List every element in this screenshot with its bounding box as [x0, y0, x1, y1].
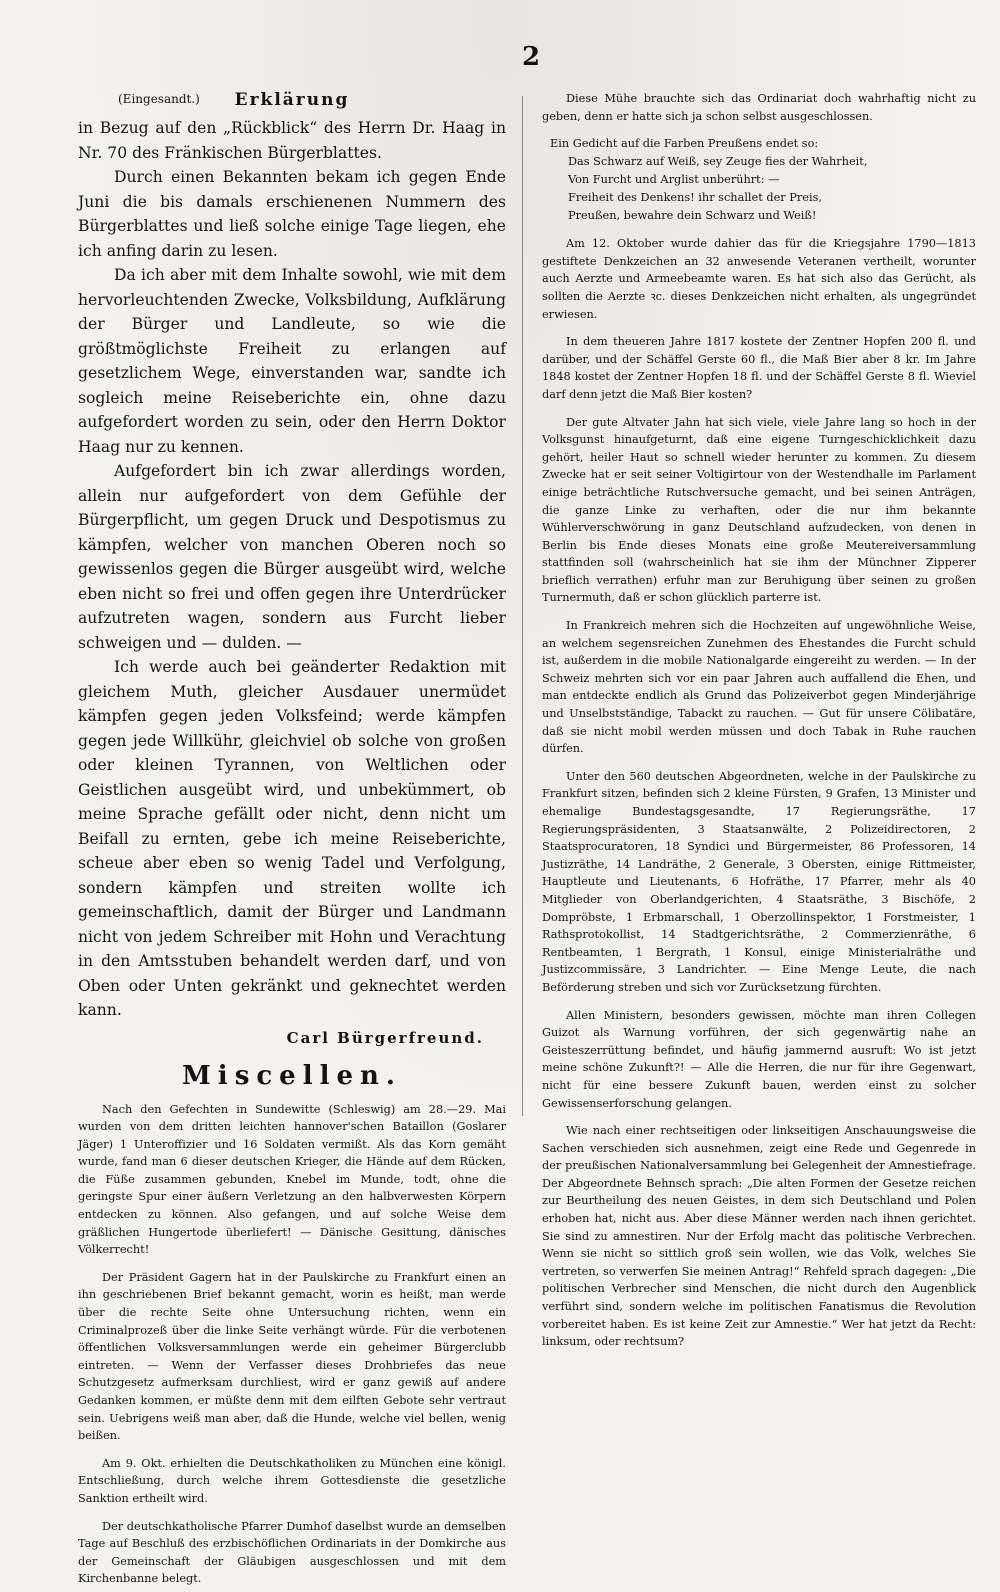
article-intro: in Bezug auf den „Rückblick“ des Herrn Dr. Haag in Nr. 70 des Fränkischen Bürgerblattes.	[78, 119, 506, 162]
poem-line: Das Schwarz auf Weiß, sey Zeuge fies der Wahrheit,	[568, 155, 868, 169]
article-paragraph: Ich werde auch bei geänderter Redaktion mit gleichem Muth, gleicher Ausdauer unermüdet kämpfen gegen jeden Volksfeind; werde kämpfen gegen jede Willkühr, gleichviel ob solche von großen oder kleinen Tyrannen, von Weltlichen oder Geistlichen ausgeübt wird, und unbekümmert, ob meine Sprache gefällt oder nicht, denn nicht um Beifall zu ernten, gebe ich meine Reiseberichte, scheue aber eben so wenig Tadel und Verfolgung, sondern kämpfen und streiten wollte ich gemeinschaftlich, damit der Bürger und Landmann nicht von jedem Schreiber mit Hohn und Verachtung in den Amtsstuben behandelt werden darf, und von Oben oder Unten gekränkt und geknechtet werden kann.	[78, 658, 506, 1019]
article-signature: Carl Bürgerfreund.	[286, 1028, 484, 1047]
news-item: Allen Ministern, besonders gewissen, möchte man ihren Collegen Guizot als Warnung vorführen, der sich gegenwärtig nahe an Geisteszerrüttung befindet, und häufig jammernd ausruft: Wo ist jetzt meine schöne Zukunft?! — Alle die Herren, die nur für ihre Gegenwart, nicht für eine bessere Zukunft bauen, werden einst zu solcher Gewissenserforschung gelangen.	[542, 1008, 976, 1110]
news-item: Nach den Gefechten in Sundewitte (Schleswig) am 28.—29. Mai wurden von dem dritten leichten hannover'schen Bataillon (Goslarer Jäger) 1 Unteroffizier und 16 Soldaten vermißt. Als das Korn gemäht wurde, fand man 6 dieser deutschen Krieger, die Hände auf dem Rücken, die Füße zusammen gebunden, Knebel im Munde, todt, ohne die geringste Spur einer äußern Verletzung an den halbverwesten Körpern entdecken zu können. Also gefangen, und auf solche Weise dem gräßlichen Hungertode überliefert! — Dänische Gesittung, dänisches Völkerrecht!	[78, 1102, 506, 1257]
column-divider	[522, 96, 523, 1116]
article-paragraph: Aufgefordert bin ich zwar allerdings worden, allein nur aufgefordert von dem Gefühle der Bürgerpflicht, um gegen Druck und Despotismus zu kämpfen, welcher von manchen Oberen noch so gewissenlos gegen die Bürger ausgeübt wird, welche eben nicht so frei und offen gegen ihre Unterdrücker aufzutreten wagen, sondern aus Furcht lieber schweigen und — dulden. —	[78, 462, 506, 652]
news-item: Am 9. Okt. erhielten die Deutschkatholiken zu München eine königl. Entschließung, durch welche ihrem Gottesdienste die gesetzliche Sanktion ertheilt wird.	[78, 1456, 506, 1505]
poem-line: Preußen, bewahre dein Schwarz und Weiß!	[568, 209, 817, 223]
news-item: Wie nach einer rechtseitigen oder linkseitigen Anschauungsweise die Sachen verschieden sich ausnehmen, zeigt eine Rede und Gegenrede in der preußischen Nationalversammlung bei Gelegenheit der Amnestiefrage. Der Abgeordnete Behnsch sprach: „Die alten Formen der Gesetze reichen zur Beurtheilung des neuen Geistes, in dem sich Deutschland und Polen erhoben hat, nicht aus. Aber diese Männer werden nach ihnen gerichtet. Sie sind zu amnestiren. Nur der Erfolg macht das politische Verbrechen. Wenn sie nicht so sittlich groß sein wollen, wie das Volk, welches Sie vertreten, so verwerfen Sie meinen Antrag!“ Rehfeld sprach dagegen: „Die politischen Verbrecher sind Menschen, die nicht durch den Augenblick verführt sind, sondern welche im politischen Fanatismus die Revolution vorbereitet haben. Es ist keine Zeit zur Amnestie.“ Wer hat jetzt da Recht: linksum, oder rechtsum?	[542, 1124, 976, 1349]
news-item: In dem theueren Jahre 1817 kostete der Zentner Hopfen 200 fl. und darüber, und der Schäffel Gerste 60 fl., die Maß Bier aber 8 kr. Im Jahre 1848 kostet der Zentner Hopfen 18 fl. und der Schäffel Gerste 8 fl. Wieviel darf denn jetzt die Maß Bier kosten?	[542, 335, 976, 401]
section-title-miscellen: Miscellen.	[182, 1060, 402, 1091]
miscellany-items	[78, 1101, 506, 1588]
submitted-note: (Eingesandt.)	[118, 92, 200, 106]
poem-line: Von Furcht und Arglist unberührt: —	[568, 173, 780, 187]
news-item: In Frankreich mehren sich die Hochzeiten auf ungewöhnliche Weise, an welchem segensreichen Zunehmen des Ehestandes die Furcht schuld ist, außerdem in die mobile Nationalgarde eingereiht zu werden. — In der Schweiz mehrten sich vor ein paar Jahren auch auffallend die Ehen, und man entdeckte endlich als Grund das Polizeiverbot gegen Minderjährige und Unselbstständige, Tabackt zu rauchen. — Gut für unsere Cölibatäre, daß sie nicht mobil werden müssen und doch Tabak in Ruhe rauchen dürfen.	[542, 619, 976, 756]
poem-intro: Ein Gedicht auf die Farben Preußens endet so:	[550, 137, 819, 151]
news-item: Der deutschkatholische Pfarrer Dumhof daselbst wurde an demselben Tage auf Beschluß des erzbischöflichen Ordinariats in der Domkirche aus der Gemeinschaft der Gläubigen ausgeschlossen und mit dem Kirchenbanne belegt.	[78, 1519, 506, 1586]
right-column	[542, 90, 976, 1355]
poem	[542, 135, 976, 225]
news-item: Der gute Altvater Jahn hat sich viele, viele Jahre lang so hoch in der Volksgunst hinaufgeturnt, daß eine eigene Turngeschicklichkeit dazu gehört, heiler Haut so schnell wieder herunter zu kommen. Zu diesem Zwecke hat er seit seiner Voltigirtour von der Westendhalle im Parlament einige beträchtliche Rutschversuche gemacht, und bei seinen Anträgen, die ganze Linke zu verhaften, oder die nur ihm bekannte Wühlerverschwörung in ganz Deutschland aufzudecken, von denen in Berlin bis Ende dieses Monats eine große Meutereiversammlung stattfinden soll (wahrscheinlich hat sie ihm der Münchner Zipperer brieflich verrathen) erfuhr man zur Beruhigung über seinen zu großen Turnermuth, daß er schon glücklich parterre ist.	[542, 415, 976, 605]
article-heading: Erklärung	[234, 90, 350, 110]
declaration-article	[78, 116, 506, 1023]
news-item: Am 12. Oktober wurde dahier das für die Kriegsjahre 1790—1813 gestiftete Denkzeichen an 32 anwesende Veteranen vertheilt, worunter auch Aerzte und Armeebeamte waren. Es hat sich also das Gerücht, als sollten die Aerzte ꝛc. dieses Denkzeichen nicht erhalten, als ungegründet erwiesen.	[542, 237, 976, 321]
page-number: 2	[522, 42, 541, 72]
news-item: Diese Mühe brauchte sich das Ordinariat doch wahrhaftig nicht zu geben, denn er hatte sich ja schon selbst ausgeschlossen.	[542, 92, 976, 123]
news-item: Der Präsident Gagern hat in der Paulskirche zu Frankfurt einen an ihn geschriebenen Brief bekannt gemacht, worin es heißt, man werde über die rechte Seite ohne Untersuchung richten, wenn ein Criminalprozeß über die linke Seite verhängt würde. Für die verbotenen öffentlichen Volksversammlungen werde ein geheimer Bürgerclubb eintreten. — Wenn der Verfasser dieses Drohbriefes das neue Schutzgesetz aufmerksam durchliest, wird er ganz gewiß auf andere Gedanken kommen, er müßte denn mit dem eilften Gebote sehr vertraut sein. Uebrigens weiß man aber, daß die Hunde, welche viel bellen, wenig beißen.	[78, 1270, 506, 1443]
article-paragraph: Da ich aber mit dem Inhalte sowohl, wie mit dem hervorleuchtenden Zwecke, Volksbildung, Aufklärung der Bürger und Landleute, so wie die größtmöglichste Freiheit zu erlangen auf gesetzlichem Wege, einverstanden war, sandte ich sogleich meine Reiseberichte ein, ohne dazu aufgefordert worden zu sein, oder den Herrn Doktor Haag nur zu kennen.	[78, 266, 506, 456]
news-item: Unter den 560 deutschen Abgeordneten, welche in der Paulskirche zu Frankfurt sitzen, befinden sich 2 kleine Fürsten, 9 Grafen, 13 Minister und ehemalige Bundestagsgesandte, 17 Regierungsräthe, 17 Regierungspräsidenten, 3 Staatsanwälte, 2 Polizeidirectoren, 2 Staatsprocuratoren, 18 Syndici und Bürgermeister, 86 Professoren, 14 Justizräthe, 14 Landräthe, 2 Generale, 3 Obersten, einige Rittmeister, Hauptleute und Lieutenants, 6 Hofräthe, 17 Pfarrer, mehr als 40 Mitglieder von Oberlandgerichten, 4 Staatsräthe, 3 Bischöfe, 2 Dompröbste, 1 Erbmarschall, 1 Oberzollinspektor, 1 Forstmeister, 1 Rathsprotokollist, 14 Stadtgerichtsräthe, 2 Commerzienräthe, 6 Rentbeamten, 1 Bergrath, 1 Konsul, einige Ministerialräthe und Justizcommissäre, 3 Landrichter. — Eine Menge Leute, die nach Beförderung streben und sich vor Zurücksetzung fürchten.	[542, 769, 976, 994]
poem-line: Freiheit des Denkens! ihr schallet der Preis,	[568, 191, 822, 205]
article-paragraph: Durch einen Bekannten bekam ich gegen Ende Juni die bis damals erschienenen Nummern des Bürgerblattes und ließ solche einige Tage liegen, ehe ich anfing darin zu lesen.	[78, 168, 506, 260]
left-column	[78, 92, 506, 1592]
